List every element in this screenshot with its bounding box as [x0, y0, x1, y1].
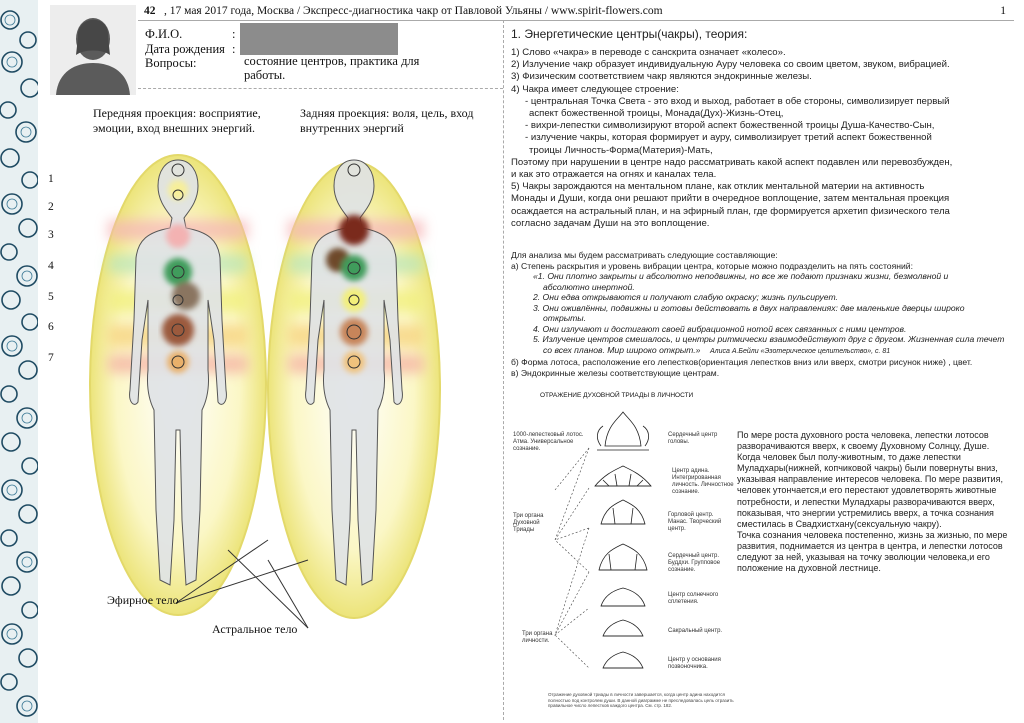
analysis-section [511, 250, 1011, 378]
theory-line: Поэтому при нарушении в центре надо рассматривать какой аспект подавлен или перевозбужден, [511, 156, 953, 168]
lotus-right-label: Центр у основания позвоночника. [668, 657, 721, 670]
chakra-number: 3 [48, 229, 54, 241]
analysis-state: 3. Они оживлённы, подвижны и готовы действовать в двух направлениях: две маленькие дверцы широко [533, 302, 965, 313]
analysis-point-b: б) Форма лотоса, расположение его лепестков(ориентация лепестков вниз или вверх, смотри рисунок ниже) , цвет. [511, 357, 973, 367]
lotus-text-line: Когда человек был полу-животным, то даже лепестки [737, 452, 961, 463]
chakra-number: 4 [48, 260, 54, 272]
chakra-number: 7 [48, 352, 54, 364]
theory-line: согласно задачам Души на это воплощение. [511, 217, 710, 229]
birth-date-label: Дата рождения [145, 42, 225, 56]
lotus-text-line: Точка сознания человека постепенно, жизнь за жизнью, по мере [737, 529, 1008, 540]
analysis-intro: Для анализа мы будем рассматривать следующие составляющие: [511, 250, 778, 260]
analysis-state: абсолютно инертной. [543, 281, 635, 292]
page-number-right: 1 [1000, 5, 1006, 17]
etheric-body-caption: Эфирное тело [107, 593, 179, 607]
avatar [50, 5, 136, 95]
lotus-right-label: Сердечный центр. Буддхи. Групповое сознание. [668, 553, 721, 573]
chakra-number: 2 [48, 201, 54, 213]
theory-line: аспект божественной троицы, Монада(Дух)-Жизнь-Отец, [529, 108, 784, 120]
analysis-state: «1. Они плотно закрыты и абсолютно неподвижны, но все же подают признаки жизни, безмолвной и [533, 271, 949, 281]
lotus-right-label: Центр солнечного сплетения. [668, 592, 719, 605]
analysis-source: Алиса А.Бейли «Эзотерическое целительство», с. 81 [709, 347, 891, 355]
lotus-text-line: человек утончается,и его перестают удовлетворять животные [737, 485, 997, 496]
redacted-personal-data [240, 23, 398, 55]
lotus-sacral [603, 620, 643, 636]
lotus-base [603, 652, 643, 668]
lotus-text-line: развития, поднимается из центра в центра, и лепестки лотосов [737, 540, 1003, 551]
front-projection-caption: Передняя проекция: восприятие, эмоции, вход внешних энергий. [93, 106, 261, 135]
back-projection-caption: Задняя проекция: воля, цель, вход внутренних энергий [300, 106, 474, 135]
form-divider [138, 88, 503, 89]
lotus-text-line: разворачиваются вверх, к своему Духовному Солнцу, Душе. [737, 441, 990, 452]
lotus-diagram-title: ОТРАЖЕНИЕ ДУХОВНОЙ ТРИАДЫ В ЛИЧНОСТИ [540, 392, 694, 399]
theory-line: 3) Физическим соответствием чакр являются эндокринные железы. [511, 71, 812, 83]
lotus-label-personality: Три органа личности. [522, 631, 553, 644]
aura-body-figures [38, 140, 478, 640]
lotus-explanation [737, 430, 1009, 574]
lotus-ajna [595, 466, 651, 486]
lotus-text-line: сместилась в Свадхистхану(сексуальную чакру). [737, 518, 942, 529]
lotus-right-label: Сакральный центр. [668, 628, 723, 634]
fio-label: Ф.И.О. [145, 27, 183, 41]
questions-text: состояние центров, практика для работы. [244, 54, 420, 82]
lotus-crown [597, 412, 649, 450]
page-number-left: 42 [144, 5, 156, 17]
lotus-right-label: Центр адина. Интегрированная личность. Личностное сознание. [672, 468, 734, 495]
theory-line: 5) Чакры зарождаются на ментальном плане, как отклик ментальной материи на активность [511, 181, 925, 193]
theory-line: 1) Слово «чакра» в переводе с санскрита означает «колесо». [511, 47, 786, 58]
lotus-throat [601, 500, 645, 524]
analysis-point-c: в) Эндокринные железы соответствующие центрам. [511, 367, 720, 378]
lotus-right-label: Сердечный центр головы. [668, 432, 718, 445]
header-text: , 17 мая 2017 года, Москва / Экспресс-диагностика чакр от Павловой Ульяны / www.spirit-flowers.com [164, 5, 663, 17]
lotus-label-crown: 1000-лепестковый лотос. Атма. Универсальное сознание. [513, 432, 584, 452]
lotus-text-line: следуют за ней, указывая на точку эволюции человека,и его [737, 552, 990, 563]
lotus-text-line: указывая направление интересов человека. По мере развития, [737, 474, 1003, 485]
lotus-text-line: показывая, что энергии устремились вверх, а точка сознания [737, 507, 994, 518]
theory-line: - излучение чакры, которая формирует и ауру, символизирует третий аспект божественной [525, 132, 932, 144]
theory-list [511, 47, 1011, 230]
header-divider [138, 20, 1014, 21]
lotus-solar [601, 588, 645, 606]
column-divider [503, 20, 504, 720]
lotus-footnote: Отражение духовной триады в личности завершается, когда центр адина находится полностью под контролем души. В данной диаграмме не преследовалась цель отразить правильное число лепестков каждого центра. См. стр. 182. [548, 692, 734, 708]
lotus-text-line: По мере роста духовного роста человека, лепестки лотосов [737, 430, 989, 440]
analysis-state: открыты. [543, 313, 586, 323]
theory-line: Монады и Души, когда они решают прийти в очередное воплощение, затем ментальная проекция [511, 193, 950, 205]
theory-title: 1. Энергетические центры(чакры), теория: [511, 27, 748, 41]
lotus-text-line: потребности, и лепестки Муладхары разворачиваются вверх, [737, 496, 995, 507]
lotus-text-line: Муладхары(нижней, копчиковой чакры) были повернуты вниз, [737, 463, 998, 474]
theory-line: - центральная Точка Света - это вход и выход, работает в обе стороны, символизирует первый [525, 95, 950, 107]
analysis-point-a: а) Степень раскрытия и уровень вибрации центра, которые можно подразделить на пять состояний: [511, 260, 913, 271]
analysis-state: 5. Излучение центров смешалось, и центры ритмически взаимодействуют друг с другом. Жизненная сила течет [533, 334, 1005, 344]
fio-colon: : [232, 27, 236, 41]
page-header [140, 5, 1020, 21]
lotus-label-triad: Три органа Духовной Триады [513, 513, 544, 533]
chakra-number: 5 [48, 291, 54, 303]
analysis-state: со всех планов. Мир широко открыт.» Алиса А.Бейли «Эзотерическое целительство», с. 81 [543, 344, 891, 355]
analysis-state: 4. Они излучают и достигают своей вибрационной нотой всех связанных с ними центров. [533, 323, 907, 334]
theory-line: 4) Чакра имеет следующее строение: [511, 83, 679, 95]
chakra-number: 6 [48, 321, 54, 333]
lotus-text-line: положение на духовной лестнице. [737, 563, 881, 574]
theory-line: - вихри-лепестки символизируют второй аспект божественной троицы Душа-Качество-Сын, [525, 120, 935, 132]
ornament-border [0, 0, 38, 723]
front-figure [90, 155, 266, 615]
chakra-number: 1 [48, 173, 54, 185]
astral-body-caption: Астральное тело [212, 622, 298, 636]
birth-date-colon: : [232, 42, 236, 56]
back-figure [268, 160, 440, 618]
theory-line: и как это отражается на огнях и каналах тела. [511, 169, 717, 181]
questions-label: Вопросы: [145, 56, 197, 70]
theory-line: 2) Излучение чакр образует индивидуальную Ауру человека со своим цветом, звуком, вибрацией. [511, 59, 950, 71]
analysis-state: 2. Они едва открываются и получают слабую окраску; жизнь пульсирует. [533, 292, 838, 302]
lotus-right-label: Горловой центр. Манас. Творческий центр. [668, 512, 722, 532]
lotus-heart [599, 544, 647, 570]
theory-line: осаждается на астральный план, и на эфирный план, где формируется архетип физического тела [511, 205, 950, 217]
theory-line: троицы Личность-Форма(Материя)-Мать, [529, 144, 713, 156]
